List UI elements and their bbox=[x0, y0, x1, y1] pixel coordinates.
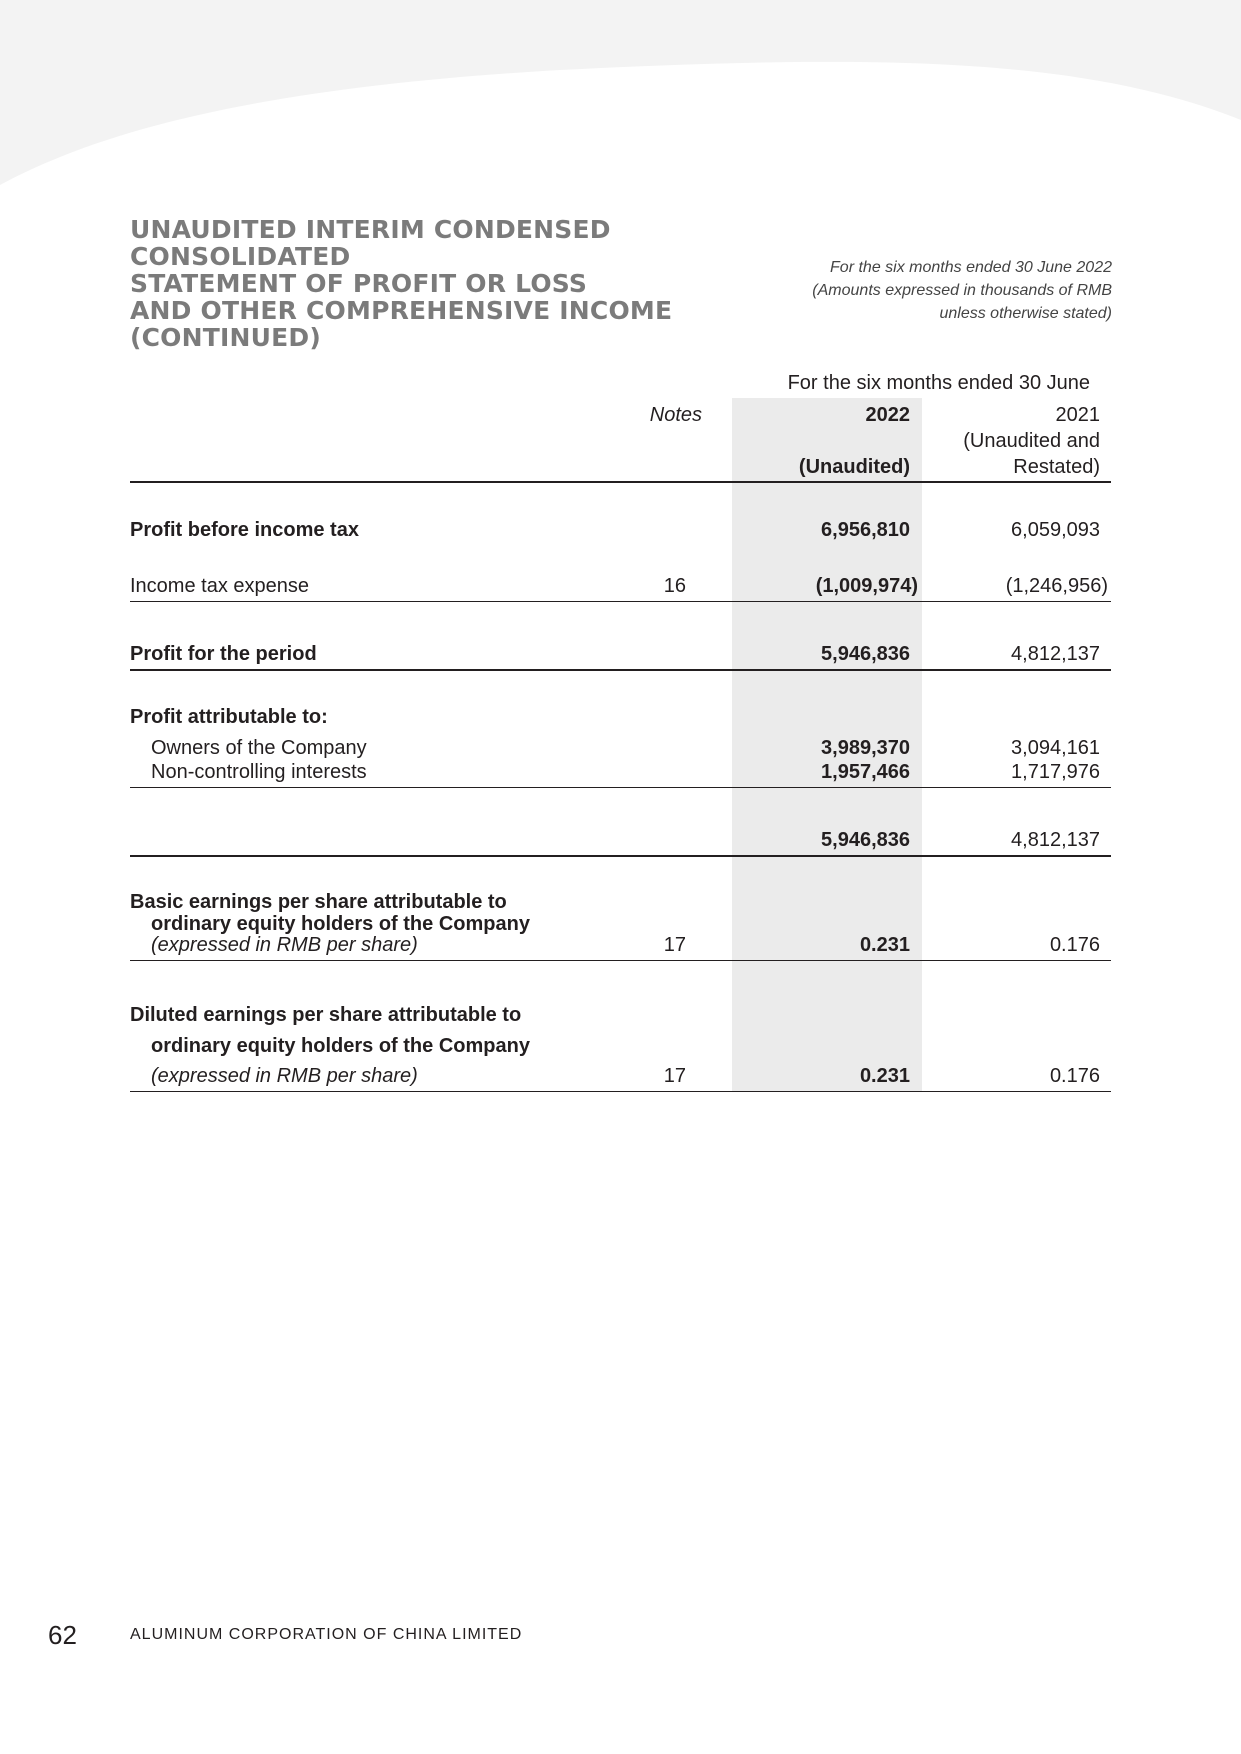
notes-header: Notes bbox=[649, 404, 702, 426]
subtitle-line-2: (Amounts expressed in thousands of RMB bbox=[812, 282, 1112, 299]
basic-eps-rule bbox=[130, 960, 1111, 961]
row-label-income-tax: Income tax expense bbox=[130, 575, 309, 597]
value-2022-income-tax: (1,009,974) bbox=[815, 575, 918, 597]
row-label-diluted-eps-2: ordinary equity holders of the Company bbox=[151, 1035, 530, 1057]
company-name: ALUMINUM CORPORATION OF CHINA LIMITED bbox=[130, 1626, 523, 1643]
row-label-diluted-eps-3: (expressed in RMB per share) bbox=[151, 1065, 418, 1087]
unaudited-restated-header-2: Restated) bbox=[1013, 456, 1100, 478]
row-label-diluted-eps-1: Diluted earnings per share attributable to bbox=[130, 1004, 522, 1026]
value-2022-diluted-eps: 0.231 bbox=[859, 1065, 910, 1087]
value-2022-profit-period: 5,946,836 bbox=[821, 643, 910, 665]
statement-subtitle bbox=[692, 256, 1112, 325]
value-2021-income-tax: (1,246,956) bbox=[1005, 575, 1108, 597]
row-label-attributable-heading: Profit attributable to: bbox=[130, 706, 328, 728]
row-label-profit-period: Profit for the period bbox=[130, 643, 317, 665]
title-line-2: STATEMENT OF PROFIT OR LOSS bbox=[130, 269, 588, 298]
row-label-basic-eps-3: (expressed in RMB per share) bbox=[151, 934, 418, 956]
row-label-owners: Owners of the Company bbox=[151, 737, 367, 759]
income-tax-rule bbox=[130, 601, 1111, 602]
year-2022-header: 2022 bbox=[865, 404, 910, 426]
row-label-profit-before-tax: Profit before income tax bbox=[130, 519, 359, 541]
page-number: 62 bbox=[48, 1620, 77, 1650]
value-2021-profit-before-tax: 6,059,093 bbox=[1011, 519, 1100, 541]
value-2021-nci: 1,717,976 bbox=[1011, 761, 1100, 783]
subtitle-line-1: For the six months ended 30 June 2022 bbox=[830, 259, 1112, 276]
value-2022-profit-before-tax: 6,956,810 bbox=[821, 519, 910, 541]
notes-diluted-eps: 17 bbox=[663, 1065, 686, 1087]
title-line-1: UNAUDITED INTERIM CONDENSED CONSOLIDATED bbox=[130, 215, 611, 271]
header-rule bbox=[130, 481, 1111, 483]
value-2021-profit-period: 4,812,137 bbox=[1011, 643, 1100, 665]
year-2021-header: 2021 bbox=[1055, 404, 1100, 426]
row-label-nci: Non-controlling interests bbox=[151, 761, 367, 783]
profit-period-rule bbox=[130, 669, 1111, 671]
value-2022-nci: 1,957,466 bbox=[821, 761, 910, 783]
diluted-eps-rule bbox=[130, 1091, 1111, 1092]
value-2021-diluted-eps: 0.176 bbox=[1049, 1065, 1100, 1087]
notes-income-tax: 16 bbox=[663, 575, 686, 597]
notes-basic-eps: 17 bbox=[663, 934, 686, 956]
value-2022-owners: 3,989,370 bbox=[821, 737, 910, 759]
row-label-basic-eps-1: Basic earnings per share attributable to bbox=[130, 891, 507, 913]
title-line-3: AND OTHER COMPREHENSIVE INCOME bbox=[130, 296, 673, 325]
unaudited-restated-header-1: (Unaudited and bbox=[963, 430, 1100, 452]
value-2022-total: 5,946,836 bbox=[821, 829, 910, 851]
attributable-rule bbox=[130, 787, 1111, 788]
value-2021-basic-eps: 0.176 bbox=[1049, 934, 1100, 956]
value-2021-total: 4,812,137 bbox=[1011, 829, 1100, 851]
value-2021-owners: 3,094,161 bbox=[1011, 737, 1100, 759]
total-rule bbox=[130, 855, 1111, 857]
subtitle-line-3: unless otherwise stated) bbox=[939, 305, 1112, 322]
row-label-basic-eps-2: ordinary equity holders of the Company bbox=[151, 913, 530, 935]
header-wave-decoration bbox=[0, 0, 1241, 200]
title-line-4: (CONTINUED) bbox=[130, 323, 321, 352]
period-header: For the six months ended 30 June bbox=[787, 372, 1090, 394]
unaudited-2022-header: (Unaudited) bbox=[798, 456, 910, 478]
value-2022-basic-eps: 0.231 bbox=[859, 934, 910, 956]
